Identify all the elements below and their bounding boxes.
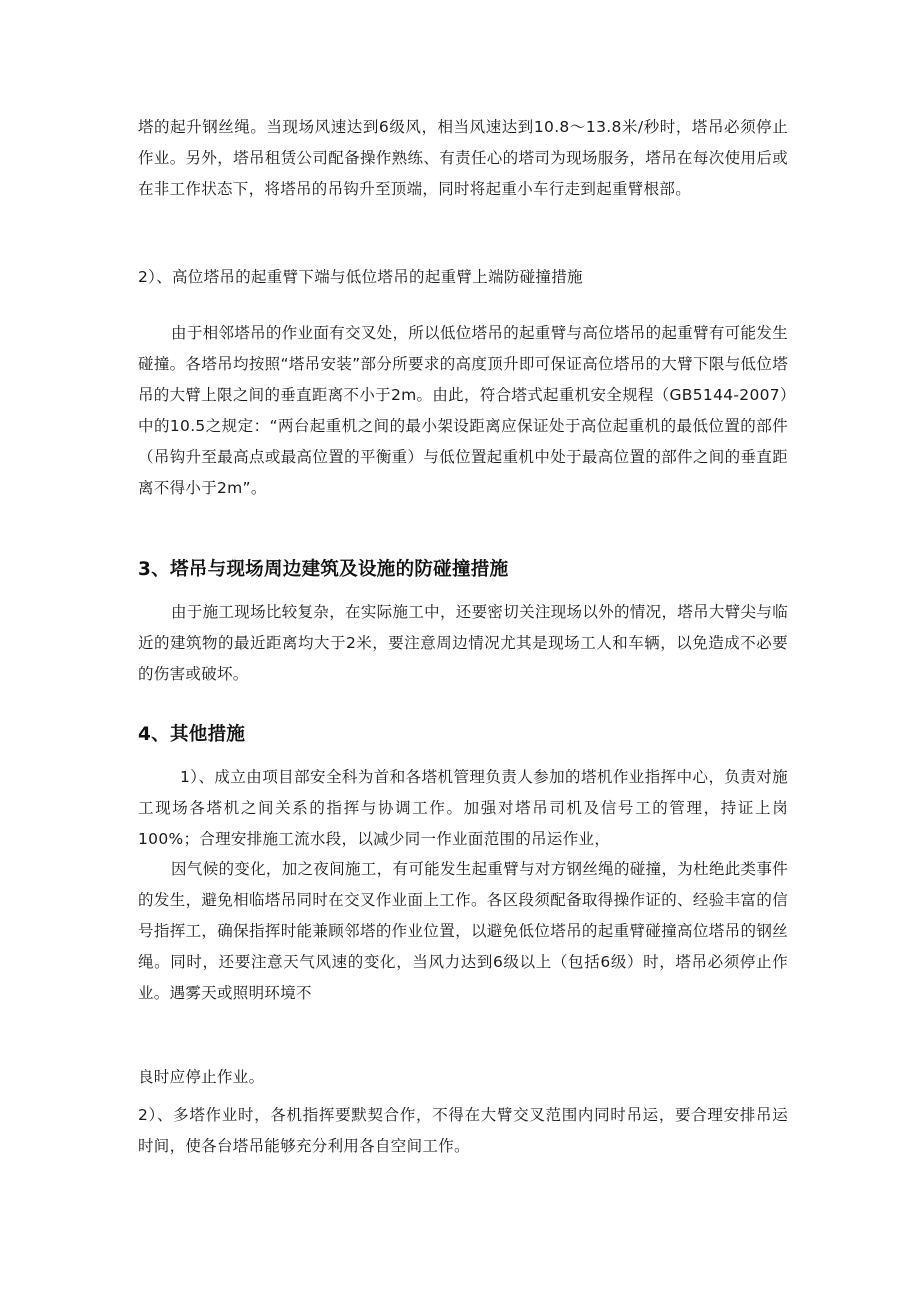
paragraph-command-center: 1）、成立由项目部安全科为首和各塔机管理负责人参加的塔机作业指挥中心，负责对施工现场各塔机之间关系的指挥与协调工作。加强对塔吊司机及信号工的管理，持证上岗100%；合理安排施工流水段，以减少同一作业面范围的吊运作业， (138, 768, 788, 848)
paragraph-multi-tower-coordination: 2）、多塔作业时，各机指挥要默契合作，不得在大臂交叉范围内同时吊运，要合理安排吊运时间，使各台塔吊能够充分利用各自空间工作。 (138, 1106, 788, 1155)
paragraph-boom-vertical-distance: 由于相邻塔吊的作业面有交叉处，所以低位塔吊的起重臂与高位塔吊的起重臂有可能发生碰撞。各塔吊均按照“塔吊安装”部分所要求的高度顶升即可保证高位塔吊的大臂下限与低位塔吊的大臂上限之间的垂直距离不小于2m。由此，符合塔式起重机安全规程（GB5144-2007）中的10.5之规定：“两台起重机之间的最小架设距离应保证处于高位起重机的最低位置的部件（吊钩升至最高点或最高位置的平衡重）与低位置起重机中处于最高位置的部件之间的垂直距离不得小于2m”。 (138, 324, 788, 497)
subheading-high-low-boom-collision: 2）、高位塔吊的起重臂下端与低位塔吊的起重臂上端防碰撞措施 (138, 268, 583, 286)
paragraph-weather-night-work: 因气候的变化，加之夜间施工，有可能发生起重臂与对方钢丝绳的碰撞，为杜绝此类事件的发生，避免相临塔吊同时在交叉作业面上工作。各区段须配备取得操作证的、经验丰富的信号指挥工，确保指挥时能兼顾邻塔的作业位置，以避免低位塔吊的起重臂碰撞高位塔吊的钢丝绳。同时，还要注意天气风速的变化，当风力达到6级以上（包括6级）时，塔吊必须停止作业。遇雾天或照明环境不 (138, 860, 788, 1002)
paragraph-surrounding-buildings: 由于施工现场比较复杂，在实际施工中，还要密切关注现场以外的情况，塔吊大臂尖与临近的建筑物的最近距离均大于2米，要注意周边情况尤其是现场工人和车辆，以免造成不必要的伤害或破坏。 (138, 603, 788, 683)
section-heading-3: 3、塔吊与现场周边建筑及设施的防碰撞措施 (138, 559, 509, 580)
section-heading-4: 4、其他措施 (138, 724, 246, 745)
paragraph-wind-speed-stop: 塔的起升钢丝绳。当现场风速达到6级风，相当风速达到10.8～13.8米/秒时，塔吊必须停止作业。另外，塔吊租赁公司配备操作熟练、有责任心的塔司为现场服务，塔吊在每次使用后或在非工作状态下，将塔吊的吊钩升至顶端，同时将起重小车行走到起重臂根部。 (138, 118, 788, 198)
paragraph-fog-stop: 良时应停止作业。 (138, 1068, 265, 1086)
